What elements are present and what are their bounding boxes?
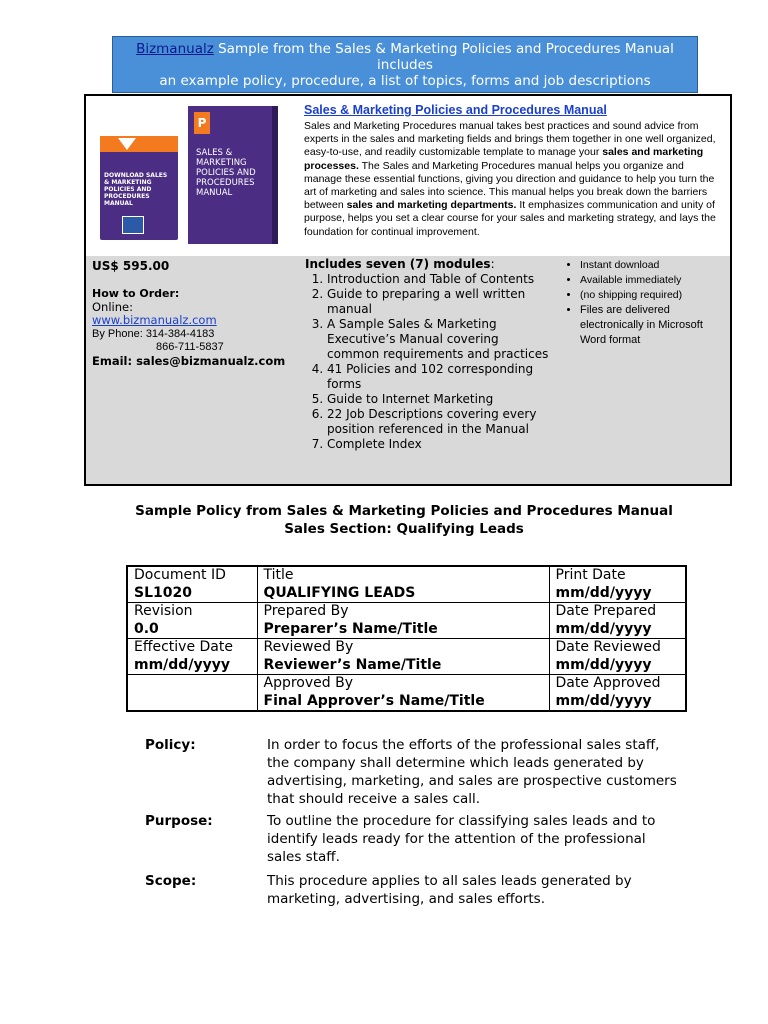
doc-field-value: Preparer’s Name/Title: [263, 620, 438, 637]
doc-field-value: mm/dd/yyyy: [555, 620, 652, 637]
online-label: Online:: [92, 299, 133, 314]
download-arrow-icon: [118, 138, 136, 150]
doc-field-value: Reviewer’s Name/Title: [263, 656, 442, 673]
module-item: 6. 22 Job Descriptions covering every position referenced in the Manual: [327, 407, 553, 437]
doc-table-row: [127, 675, 686, 712]
doc-field-label: Reviewed By: [263, 639, 354, 655]
banner-line-2: includes: [377, 57, 433, 73]
manual-book-image: [188, 106, 278, 244]
doc-table-row: [127, 603, 686, 639]
doc-field-label: Print Date: [555, 567, 626, 583]
doc-field-label: Document ID: [134, 567, 226, 583]
doc-field-value: Final Approver’s Name/Title: [263, 692, 485, 709]
doc-table-cell: [127, 639, 257, 675]
scope-label: Scope:: [145, 873, 197, 889]
doc-field-value: mm/dd/yyyy: [555, 692, 652, 709]
price: US$ 595.00: [92, 259, 170, 273]
download-band: [100, 136, 178, 152]
policy-label: Policy:: [145, 737, 196, 753]
features-list: [558, 258, 728, 348]
doc-table-row: [127, 566, 686, 603]
doc-field-label: Date Approved: [555, 675, 661, 691]
bizmanualz-link[interactable]: Bizmanualz: [136, 41, 214, 57]
website-link[interactable]: www.bizmanualz.com: [92, 313, 217, 327]
doc-table-cell: [127, 603, 257, 639]
sample-policy-heading: [120, 502, 688, 538]
doc-field-value: mm/dd/yyyy: [555, 656, 652, 673]
product-image: [96, 106, 281, 246]
order-info: [92, 287, 292, 368]
doc-field-value: mm/dd/yyyy: [134, 656, 230, 673]
doc-field-label: Date Reviewed: [555, 639, 661, 655]
doc-table-cell: [127, 675, 257, 712]
module-item: 5. Guide to Internet Marketing: [327, 392, 553, 407]
book-p-logo: P: [194, 112, 210, 134]
banner-text: Sample from the Sales & Marketing Policies and Procedures Manual: [213, 41, 674, 57]
purpose-label: Purpose:: [145, 813, 213, 829]
feature-item: • Instant download: [580, 258, 728, 273]
doc-field-label: Approved By: [263, 675, 353, 691]
module-item: 4. 41 Policies and 102 corresponding forms: [327, 362, 553, 392]
doc-table-cell: [257, 639, 549, 675]
order-panel: [86, 256, 730, 484]
doc-field-value: mm/dd/yyyy: [555, 584, 652, 601]
product-info: [86, 96, 730, 256]
how-to-order-heading: How to Order:: [92, 287, 180, 300]
desc-bold: sales and marketing departments.: [346, 199, 517, 212]
policy-section: [145, 736, 685, 808]
purpose-text: To outline the procedure for classifying sales leads and to identify leads ready for the attention of the professional sales staff.: [267, 813, 656, 865]
doc-field-label: Title: [263, 567, 294, 583]
heading-line-2: Sales Section: Qualifying Leads: [284, 521, 524, 537]
phone-2: 866-711-5837: [156, 341, 224, 353]
scope-text: This procedure applies to all sales leads generated by marketing, advertising, and sales efforts.: [267, 873, 632, 907]
doc-table-row: [127, 639, 686, 675]
doc-table-cell: [257, 675, 549, 712]
download-box-image: [100, 136, 178, 240]
desc-part: Sales and Marketing Procedures manual takes best practices and sound advice from experts in the sales and marketing fields and brings them together in one well organized, easy-to-use, and readily customizable template to manage your: [304, 120, 716, 159]
product-description: [304, 120, 724, 239]
doc-table-cell: [127, 566, 257, 603]
product-box: [84, 94, 732, 486]
feature-item: • Files are delivered electronically in Microsoft Word format: [580, 303, 728, 348]
policy-text: In order to focus the efforts of the professional sales staff, the company shall determine which leads generated by advertising, marketing, and sales are prospective customers that should receive a sales call.: [267, 737, 677, 807]
document-control-table: [126, 565, 687, 712]
download-box-title: DOWNLOAD SALES & MARKETING POLICIES AND PROCEDURES MANUAL: [104, 172, 168, 207]
banner-line-1: [113, 41, 697, 57]
book-title: SALES & MARKETING POLICIES AND PROCEDURES MANUAL: [196, 148, 256, 198]
feature-item: • (no shipping required): [580, 288, 728, 303]
desc-bold: sales and marketing processes.: [304, 146, 704, 172]
banner-line-3: an example policy, procedure, a list of topics, forms and job descriptions: [159, 73, 651, 89]
doc-field-label: Revision: [134, 603, 193, 619]
module-item: 2. Guide to preparing a well written manual: [327, 287, 553, 317]
email: Email: sales@bizmanualz.com: [92, 353, 286, 368]
word-icon: [122, 216, 144, 234]
desc-part: The Sales and Marketing Procedures manual helps you organize and manage these essential functions, giving you direction and guidance to help you turn the art of marketing and sales into science. This manual helps you break down the barriers between: [304, 159, 715, 212]
doc-table-cell: [549, 566, 686, 603]
doc-field-value: QUALIFYING LEADS: [263, 584, 416, 601]
doc-field-label: Date Prepared: [555, 603, 657, 619]
module-item: 3. A Sample Sales & Marketing Executive’s Manual covering common requirements and practices: [327, 317, 553, 362]
module-item: 7. Complete Index: [327, 437, 553, 452]
doc-table-cell: [549, 603, 686, 639]
desc-part: It emphasizes communication and unity of purpose, helps you set a clear course for your sales and marketing strategy, and lays the foundation for continual improvement.: [304, 199, 716, 238]
phone-1: By Phone: 314-384-4183: [92, 327, 215, 340]
modules-colon: :: [490, 257, 495, 271]
doc-field-value: 0.0: [134, 620, 159, 637]
heading-line-1: Sample Policy from Sales & Marketing Policies and Procedures Manual: [135, 503, 673, 519]
doc-field-value: SL1020: [134, 584, 192, 601]
feature-item: • Available immediately: [580, 273, 728, 288]
scope-section: [145, 872, 685, 908]
modules-list: [305, 257, 553, 452]
purpose-section: [145, 812, 685, 866]
top-banner: [112, 36, 698, 93]
module-item: 1. Introduction and Table of Contents: [327, 272, 553, 287]
product-title-link[interactable]: Sales & Marketing Policies and Procedures Manual: [304, 103, 607, 117]
doc-field-label: Prepared By: [263, 603, 349, 619]
doc-field-label: Effective Date: [134, 639, 233, 655]
doc-table-cell: [257, 603, 549, 639]
doc-table-cell: [549, 639, 686, 675]
doc-table-cell: [549, 675, 686, 712]
modules-heading: Includes seven (7) modules: [305, 257, 491, 271]
doc-table-cell: [257, 566, 549, 603]
